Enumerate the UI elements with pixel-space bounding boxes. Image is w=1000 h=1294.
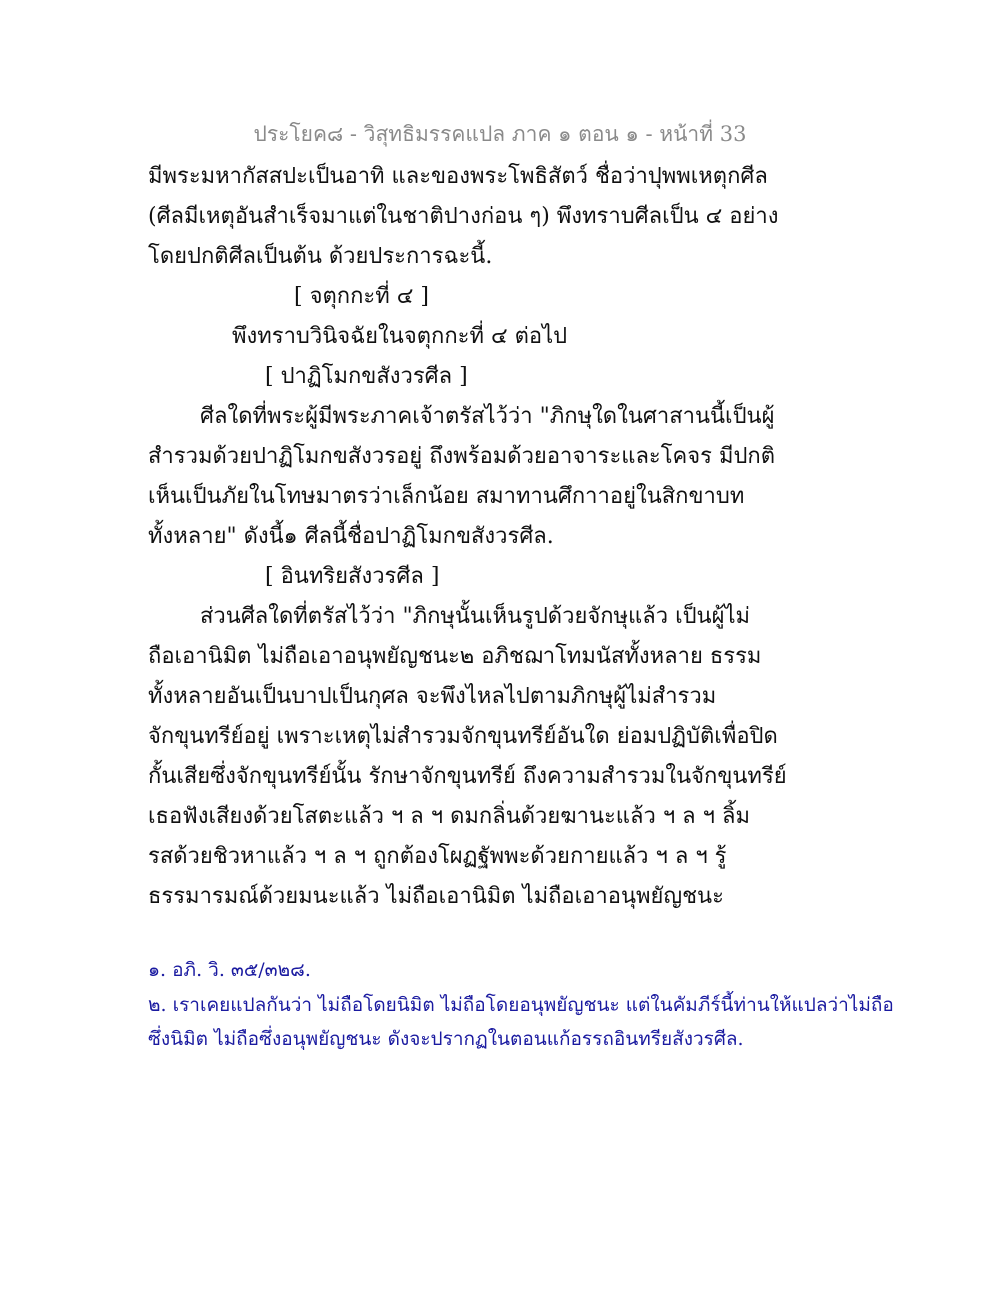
body-line: จักขุนทรีย์อยู่ เพราะเหตุไม่สำรวมจักขุนทรีย์อันใด ย่อมปฏิบัติเพื่อปิด xyxy=(148,724,778,749)
body-line: ทั้งหลายอันเป็นบาปเป็นกุศล จะพึงไหลไปตามภิกษุผู้ไม่สำรวม xyxy=(148,684,717,709)
body-line: ธรรมารมณ์ด้วยมนะแล้ว ไม่ถือเอานิมิต ไม่ถือเอาอนุพยัญชนะ xyxy=(148,884,724,909)
body-line: รสด้วยชิวหาแล้ว ฯ ล ฯ ถูกต้องโผฏฐัพพะด้วยกายแล้ว ฯ ล ฯ รู้ xyxy=(148,844,727,869)
body-line: สำรวมด้วยปาฏิโมกขสังวรอยู่ ถึงพร้อมด้วยอาจาระและโคจร มีปกติ xyxy=(148,444,776,469)
body-line: กั้นเสียซึ่งจักขุนทรีย์นั้น รักษาจักขุนทรีย์ ถึงความสำรวมในจักขุนทรีย์ xyxy=(148,764,787,789)
body-line: เธอฟังเสียงด้วยโสตะแล้ว ฯ ล ฯ ดมกลิ่นด้วยฆานะแล้ว ฯ ล ฯ ลิ้ม xyxy=(148,804,750,829)
body-line: ทั้งหลาย" ดังนี้๑ ศีลนี้ชื่อปาฏิโมกขสังวรศีล. xyxy=(148,524,554,549)
body-line: พึงทราบวินิจฉัยในจตุกกะที่ ๔ ต่อไป xyxy=(232,324,568,349)
footnote: ๑. อภิ. วิ. ๓๕/๓๒๘. xyxy=(148,959,311,981)
page-header: ประโยค๘ - วิสุทธิมรรคแปล ภาค ๑ ตอน ๑ - หน้าที่ 33 xyxy=(253,122,747,146)
body-line: เห็นเป็นภัยในโทษมาตรว่าเล็กน้อย สมาทานศึกาาอยู่ในสิกขาบท xyxy=(148,484,745,509)
body-line: ส่วนศีลใดที่ตรัสไว้ว่า "ภิกษุนั้นเห็นรูปด้วยจักษุแล้ว เป็นผู้ไม่ xyxy=(200,604,751,629)
body-line: โดยปกติศีลเป็นต้น ด้วยประการฉะนี้. xyxy=(148,244,493,269)
body-line: ถือเอานิมิต ไม่ถือเอาอนุพยัญชนะ๒ อภิชฌาโทมนัสทั้งหลาย ธรรม xyxy=(148,644,762,669)
section-heading: [ อินทริยสังวรศีล ] xyxy=(265,564,440,589)
section-heading: [ ปาฏิโมกขสังวรศีล ] xyxy=(265,364,468,389)
footnote: ซึ่งนิมิต ไม่ถือซึ่งอนุพยัญชนะ ดังจะปรากฏในตอนแก้อรรถอินทรียสังวรศีล. xyxy=(148,1028,744,1050)
section-heading: [ จตุกกะที่ ๔ ] xyxy=(294,284,429,309)
body-line: มีพระมหากัสสปะเป็นอาทิ และของพระโพธิสัตว์ ชื่อว่าปุพพเหตุกศีล xyxy=(148,164,768,189)
footnote: ๒. เราเคยแปลกันว่า ไม่ถือโดยนิมิต ไม่ถือโดยอนุพยัญชนะ แต่ในคัมภีร์นี้ท่านให้แปลว่าไม่ถือ xyxy=(148,994,894,1016)
body-line: ศีลใดที่พระผู้มีพระภาคเจ้าตรัสไว้ว่า "ภิกษุใดในศาสานนี้เป็นผู้ xyxy=(200,404,775,429)
body-line: (ศีลมีเหตุอันสำเร็จมาแต่ในชาติปางก่อน ๆ) พึงทราบศีลเป็น ๔ อย่าง xyxy=(148,204,779,229)
